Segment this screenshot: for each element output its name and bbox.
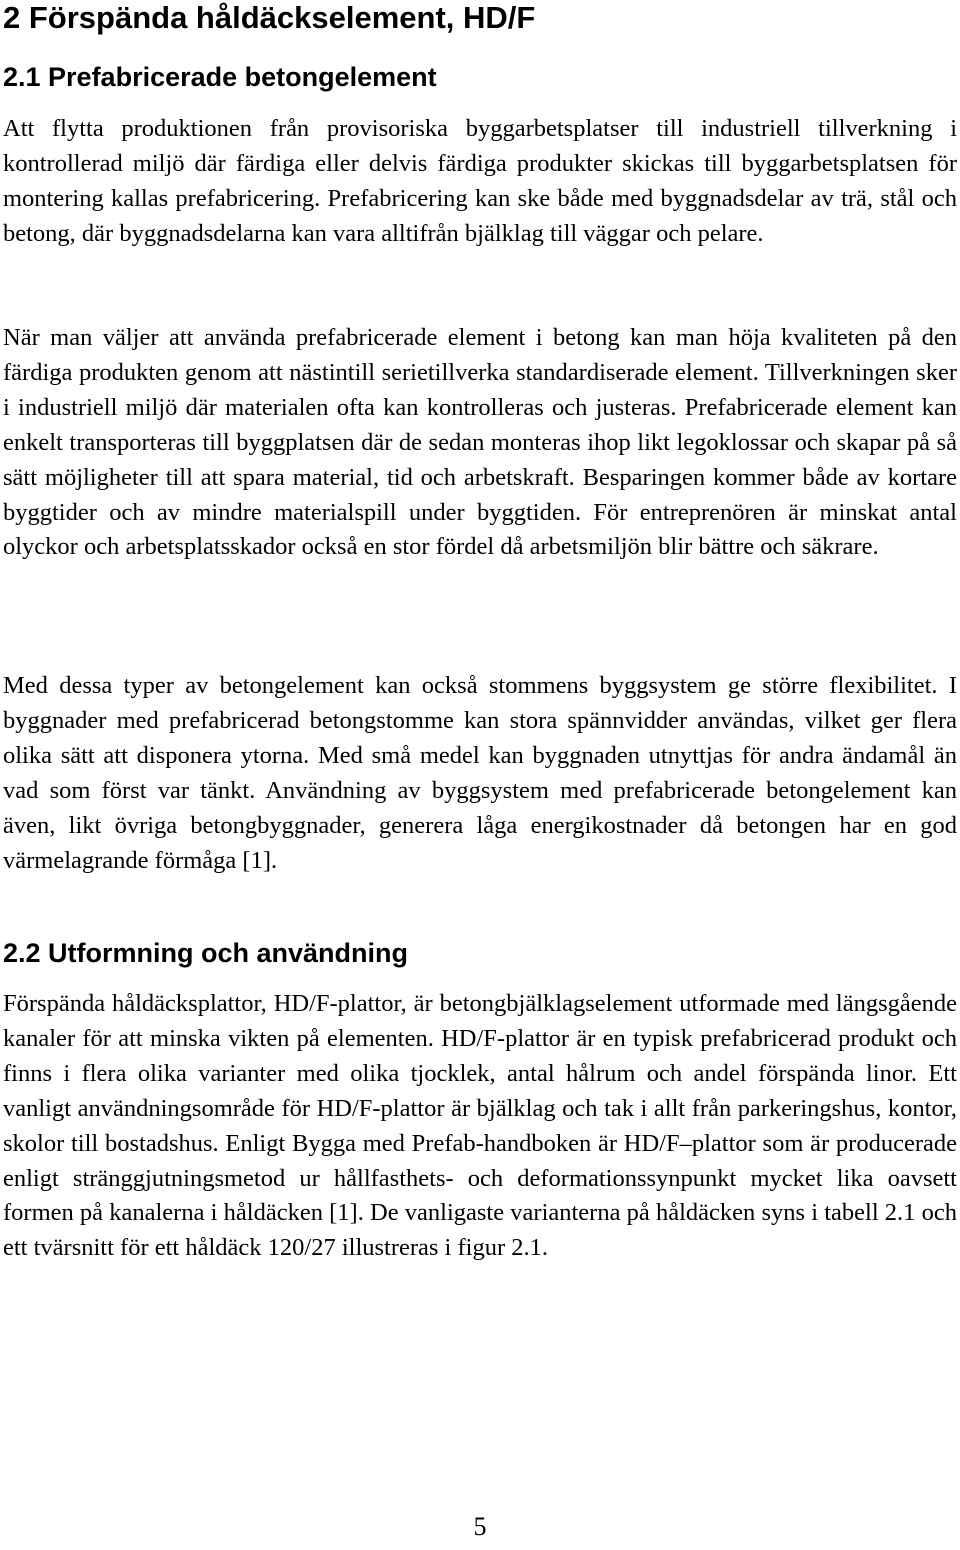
page-number: 5 [473,1512,487,1541]
section-heading-2-2: 2.2 Utformning och användning [3,938,409,968]
paragraph: När man väljer att använda prefabricerade element i betong kan man höja kvaliteten på den färdiga produkten genom att nästintill serietillverka standardiserade element. Tillverkningen sker i industriell miljö där materialen ofta kan kontrolleras och justeras. Prefabricerade element kan enkelt transporteras till byggplatsen där de sedan monteras ihop likt legoklossar och skapar på så sätt möjligheter till att spara material, tid och arbetskraft. Besparingen kommer både av kortare byggtider och av mindre materialspill under byggtiden. För entreprenören är minskat antal olyckor och arbetsplatsskador också en stor fördel då arbetsmiljön blir bättre och säkrare. [3,324,957,561]
section-heading-2-1: 2.1 Prefabricerade betongelement [3,62,437,92]
paragraph: Med dessa typer av betongelement kan också stommens byggsystem ge större flexibilitet. I byggnader med prefabricerad betongstomme kan stora spännvidder användas, vilket ger flera olika sätt att disponera ytorna. Med små medel kan byggnaden utnyttjas för andra ändamål än vad som först var tänkt. Användning av byggsystem med prefabricerade betongelement kan även, likt övriga betongbyggnader, generera låga energikostnader då betongen har en god värmelagrande förmåga [1]. [3,672,957,874]
chapter-title: 2 Förspända håldäckselement, HD/F [3,0,536,35]
paragraph: Förspända håldäcksplattor, HD/F-plattor, är betongbjälklagselement utformade med längsgående kanaler för att minska vikten på elementen. HD/F-plattor är en typisk prefabricerad produkt och finns i flera olika varianter med olika tjocklek, antal hålrum och andel förspända linor. Ett vanligt användningsområde för HD/F-plattor är bjälklag och tak i allt från parkeringshus, kontor, skolor till bostadshus. Enligt Bygga med Prefab-handboken är HD/F–plattor som är producerade enligt stränggjutningsmetod ur hållfasthets- och deformationssynpunkt mycket lika oavsett formen på kanalerna i håldäcken [1]. De vanligaste varianterna på håldäcken syns i tabell 2.1 och ett tvärsnitt för ett håldäck 120/27 illustreras i figur 2.1. [3,990,957,1262]
paragraph: Att flytta produktionen från provisoriska byggarbetsplatser till industriell tillverkning i kontrollerad miljö där färdiga eller delvis färdiga produkter skickas till byggarbetsplatsen för montering kallas prefabricering. Prefabricering kan ske både med byggnadsdelar av trä, stål och betong, där byggnadsdelarna kan vara alltifrån bjälklag till väggar och pelare. [3,115,957,247]
